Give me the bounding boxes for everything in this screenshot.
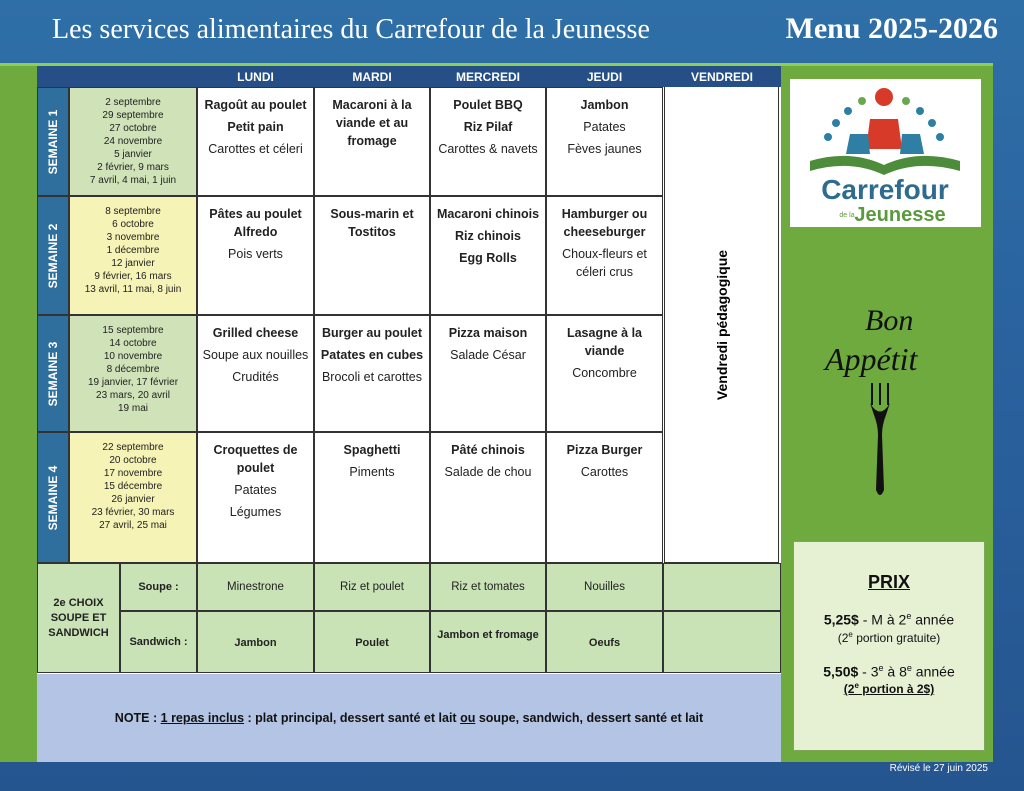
price-title: PRIX <box>867 572 910 592</box>
week-dates-2 <box>69 196 197 315</box>
week-label-3 <box>37 315 69 432</box>
vendredi-column <box>664 87 779 563</box>
meal-item: Salade de chou <box>444 465 532 479</box>
meal-cell <box>197 87 314 196</box>
sandwich-cell: Poulet <box>314 611 430 673</box>
meal-item: Légumes <box>229 505 282 519</box>
price-line-2 <box>794 663 984 680</box>
day-header-jeudi: JEUDI <box>546 66 663 87</box>
meal-cell <box>430 432 546 563</box>
price-1-sub-a: (2 <box>837 630 849 645</box>
week-dates-1 <box>69 87 197 196</box>
meal-item: Burger au poulet <box>321 326 422 340</box>
week-dates-4 <box>69 432 197 563</box>
meal-item: Soupe aux nouilles <box>202 348 309 362</box>
meal-item: Carottes & navets <box>438 142 538 156</box>
date-line: 23 février, 30 mars <box>91 507 175 518</box>
meal-item: Poulet BBQ <box>453 98 523 112</box>
meal-item: Grilled cheese <box>212 326 299 340</box>
week-label-2 <box>37 196 69 315</box>
page-title: Les services alimentaires du Carrefour de la Jeunesse <box>52 14 650 45</box>
week-label-text: SEMAINE 3 <box>46 341 60 406</box>
note-suffix: soupe, sandwich, dessert santé et lait <box>475 711 704 725</box>
carrefour-logo <box>790 79 981 227</box>
meal-item: Carottes <box>580 465 629 479</box>
price-2-sub-a: (2 <box>843 682 855 697</box>
price-1-end: année <box>911 611 955 628</box>
meal-item: Jambon <box>580 98 629 112</box>
meal-cell <box>197 432 314 563</box>
meal-item: Patates en cubes <box>320 348 424 362</box>
sandwich-cell-empty <box>663 611 781 673</box>
sandwich-cell: Jambon et fromage <box>430 611 546 673</box>
meal-item: Crudités <box>232 370 279 384</box>
date-line: 13 avril, 11 mai, 8 juin <box>84 284 182 295</box>
meal-item: Spaghetti <box>343 443 401 457</box>
bon-text: Bon <box>865 304 914 337</box>
meal-item: Croquettes de poulet <box>213 443 298 475</box>
day-header-mardi: MARDI <box>314 66 430 87</box>
price-2-amount: 5,50$ <box>823 663 859 680</box>
note-mid: : plat principal, dessert santé et lait <box>244 711 461 725</box>
day-header-vendredi: VENDREDI <box>663 66 781 87</box>
meal-item: Concombre <box>572 366 637 380</box>
meal-item: Salade César <box>450 348 526 362</box>
meal-cell <box>314 196 430 315</box>
date-line: 26 janvier <box>111 494 155 505</box>
date-line: 10 novembre <box>103 351 163 362</box>
note-bar <box>37 674 781 762</box>
price-2-end: année <box>911 663 955 680</box>
choix-label-a: 2e CHOIX <box>53 597 104 609</box>
date-line: 5 janvier <box>114 149 152 160</box>
meal-cell <box>430 315 546 432</box>
price-2-mid: à 8 <box>883 663 907 680</box>
meal-item: Petit pain <box>227 120 284 134</box>
soupe-cell-empty <box>663 563 781 611</box>
date-line: 7 avril, 4 mai, 1 juin <box>89 175 177 186</box>
sandwich-cell: Oeufs <box>546 611 663 673</box>
date-line: 29 septembre <box>102 110 164 121</box>
date-line: 24 novembre <box>103 136 163 147</box>
week-label-1 <box>37 87 69 196</box>
date-line: 1 décembre <box>106 245 160 256</box>
date-line: 2 septembre <box>105 97 161 108</box>
meal-cell <box>546 315 663 432</box>
vendredi-label: Vendredi pédagogique <box>713 249 730 400</box>
date-line: 15 décembre <box>103 481 163 492</box>
date-line: 12 janvier <box>111 258 155 269</box>
meal-item: Lasagne à la viande <box>566 326 643 358</box>
logo-text-2: Jeunesse <box>854 204 946 226</box>
meal-item: Hamburger ou cheeseburger <box>561 207 648 239</box>
meal-item: Macaroni à la viande et au fromage <box>332 98 412 148</box>
price-1-sub-sup: e <box>848 629 853 639</box>
meal-item: Pois verts <box>228 247 283 261</box>
date-line: 14 octobre <box>109 338 157 349</box>
appetit-text: Appétit <box>825 341 918 377</box>
fork-tines <box>872 383 888 405</box>
meal-cell <box>546 432 663 563</box>
date-line: 6 octobre <box>112 219 154 230</box>
day-header-lundi: LUNDI <box>197 66 314 87</box>
soupe-cell: Riz et tomates <box>430 563 546 611</box>
meal-item: Egg Rolls <box>459 251 517 265</box>
meal-cell <box>197 196 314 315</box>
date-line: 2 février, 9 mars <box>97 162 169 173</box>
meal-item: Riz chinois <box>455 229 521 243</box>
meal-item: Pâté chinois <box>451 443 525 457</box>
meal-item: Pizza Burger <box>566 443 643 457</box>
meal-item: Pizza maison <box>448 326 528 340</box>
revision-date: Révisé le 27 juin 2025 <box>889 763 988 774</box>
logo-graphic <box>790 79 981 227</box>
bon-appetit-graphic <box>820 285 960 505</box>
day-header-mercredi: MERCREDI <box>430 66 546 87</box>
date-line: 3 novembre <box>106 232 160 243</box>
meal-item: Ragoût au poulet <box>204 98 307 112</box>
corner-header <box>37 66 197 87</box>
meal-cell <box>546 87 663 196</box>
menu-year: Menu 2025-2026 <box>785 12 998 45</box>
meal-item: Patates <box>234 483 277 497</box>
price-box <box>793 541 985 751</box>
meal-cell <box>314 87 430 196</box>
meal-item: Carottes et céleri <box>208 142 303 156</box>
week-label-text: SEMAINE 2 <box>46 223 60 288</box>
meal-cell <box>430 87 546 196</box>
meal-item: Fèves jaunes <box>567 142 642 156</box>
meal-cell <box>430 196 546 315</box>
week-label-text: SEMAINE 4 <box>46 465 60 530</box>
logo-text-1: Carrefour <box>821 174 949 205</box>
note-included: 1 repas inclus <box>160 711 245 725</box>
date-line: 15 septembre <box>102 325 164 336</box>
date-line: 27 octobre <box>109 123 157 134</box>
date-line: 19 janvier, 17 février <box>87 377 179 388</box>
week-label-4 <box>37 432 69 563</box>
meal-cell <box>197 315 314 432</box>
fork-icon <box>870 403 890 495</box>
date-line: 20 octobre <box>109 455 157 466</box>
meal-item: Macaroni chinois <box>436 207 540 221</box>
soupe-cell: Nouilles <box>546 563 663 611</box>
date-line: 8 décembre <box>106 364 160 375</box>
week-dates-3 <box>69 315 197 432</box>
date-line: 17 novembre <box>103 468 163 479</box>
choix-label-b: SOUPE ET SANDWICH <box>48 612 109 639</box>
meal-item: Riz Pilaf <box>463 120 513 134</box>
meal-cell <box>314 432 430 563</box>
meal-item: Pâtes au poulet Alfredo <box>209 207 302 239</box>
price-2-text: - 3 <box>858 663 879 680</box>
price-2-sub-sup: e <box>854 681 859 691</box>
meal-item: Patates <box>583 120 626 134</box>
date-line: 22 septembre <box>102 442 164 453</box>
sandwich-label: Sandwich : <box>120 611 197 673</box>
meal-item: Sous-marin et Tostitos <box>330 207 414 239</box>
soupe-cell: Minestrone <box>197 563 314 611</box>
note-or: ou <box>460 711 476 725</box>
meal-item: Piments <box>349 465 395 479</box>
price-2-note <box>794 681 984 696</box>
date-line: 8 septembre <box>105 206 161 217</box>
price-1-amount: 5,25$ <box>823 611 859 628</box>
price-1-sup: e <box>906 611 912 621</box>
choix-label <box>37 563 120 673</box>
meal-cell <box>314 315 430 432</box>
meal-item: Choux-fleurs et céleri crus <box>562 247 647 279</box>
price-1-note <box>794 630 984 645</box>
price-1-text: - M à 2 <box>858 611 907 628</box>
soupe-label: Soupe : <box>120 563 197 611</box>
date-line: 23 mars, 20 avril <box>96 390 170 401</box>
week-label-text: SEMAINE 1 <box>46 109 60 174</box>
meal-item: Brocoli et carottes <box>321 370 423 384</box>
note-prefix: NOTE : <box>114 711 161 725</box>
price-2-sup: e <box>878 662 884 673</box>
price-1-sub-b: portion gratuite) <box>852 630 941 645</box>
sandwich-cell: Jambon <box>197 611 314 673</box>
soupe-cell: Riz et poulet <box>314 563 430 611</box>
date-line: 27 avril, 25 mai <box>99 520 167 531</box>
price-2-sub-b: portion à 2$) <box>858 682 935 697</box>
meal-cell <box>546 196 663 315</box>
date-line: 19 mai <box>117 403 148 414</box>
logo-text-small: de la <box>839 212 855 219</box>
date-line: 9 février, 16 mars <box>94 271 172 282</box>
price-2-sup2: e <box>906 662 912 673</box>
price-line-1 <box>794 611 984 628</box>
